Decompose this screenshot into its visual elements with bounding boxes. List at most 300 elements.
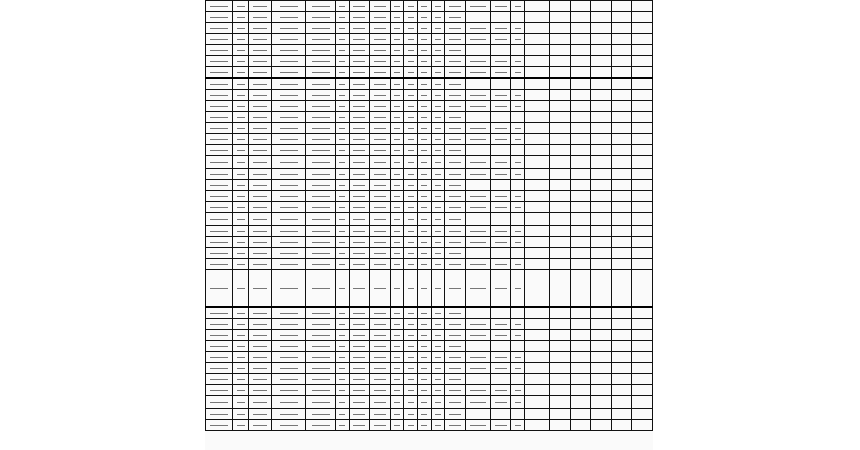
table-cell — [511, 341, 525, 352]
table-row — [206, 396, 653, 409]
unreadable-text-mark — [237, 231, 245, 232]
table-cell — [418, 112, 432, 123]
unreadable-text-mark — [312, 264, 330, 265]
unreadable-text-mark — [408, 219, 414, 220]
unreadable-text-mark — [374, 402, 386, 403]
unreadable-text-mark — [421, 196, 427, 197]
unreadable-text-mark — [495, 231, 507, 232]
table-cell — [445, 352, 466, 363]
table-cell — [525, 90, 550, 101]
table-cell — [404, 330, 418, 341]
unreadable-text-mark — [421, 106, 427, 107]
table-cell — [349, 341, 370, 352]
table-cell — [550, 409, 571, 420]
table-cell — [349, 134, 370, 145]
unreadable-text-mark — [408, 28, 414, 29]
unreadable-text-mark — [253, 253, 267, 254]
table-cell — [591, 396, 612, 409]
unreadable-text-mark — [253, 17, 267, 18]
table-cell — [233, 409, 249, 420]
table-cell — [632, 67, 653, 79]
table-cell — [349, 237, 370, 248]
table-cell — [465, 180, 490, 191]
table-cell — [206, 156, 233, 169]
unreadable-text-mark — [237, 106, 245, 107]
table-cell — [611, 123, 632, 134]
unreadable-text-mark — [237, 402, 245, 403]
table-cell — [206, 330, 233, 341]
table-cell — [390, 259, 404, 270]
table-cell — [418, 226, 432, 237]
unreadable-text-mark — [495, 288, 507, 289]
unreadable-text-mark — [353, 346, 365, 347]
table-cell — [465, 248, 490, 259]
unreadable-text-mark — [353, 335, 365, 336]
table-cell — [404, 420, 418, 431]
unreadable-text-mark — [515, 28, 521, 29]
table-row — [206, 191, 653, 202]
unreadable-text-mark — [394, 313, 400, 314]
table-cell — [233, 307, 249, 319]
unreadable-text-mark — [449, 39, 461, 40]
unreadable-text-mark — [374, 117, 386, 118]
table-cell — [550, 1, 571, 12]
table-cell — [465, 341, 490, 352]
table-cell — [306, 319, 336, 330]
unreadable-text-mark — [394, 414, 400, 415]
table-cell — [390, 202, 404, 213]
table-cell — [390, 374, 404, 385]
unreadable-text-mark — [237, 288, 245, 289]
table-cell — [249, 23, 272, 34]
table-cell — [306, 396, 336, 409]
table-cell — [306, 34, 336, 45]
unreadable-text-mark — [339, 313, 345, 314]
table-cell — [272, 1, 306, 12]
unreadable-text-mark — [253, 346, 267, 347]
unreadable-text-mark — [312, 162, 330, 163]
unreadable-text-mark — [374, 95, 386, 96]
table-cell — [570, 169, 591, 180]
table-cell — [570, 78, 591, 90]
table-cell — [233, 237, 249, 248]
table-cell — [418, 169, 432, 180]
unreadable-text-mark — [449, 72, 461, 73]
unreadable-text-mark — [312, 335, 330, 336]
table-cell — [335, 123, 349, 134]
table-cell — [272, 352, 306, 363]
table-cell — [465, 226, 490, 237]
table-cell — [249, 180, 272, 191]
table-cell — [632, 270, 653, 308]
table-cell — [390, 90, 404, 101]
unreadable-text-mark — [449, 324, 461, 325]
table-cell — [511, 78, 525, 90]
table-cell — [418, 409, 432, 420]
unreadable-text-mark — [495, 402, 507, 403]
unreadable-text-mark — [408, 17, 414, 18]
unreadable-text-mark — [449, 28, 461, 29]
unreadable-text-mark — [210, 196, 228, 197]
table-cell — [632, 330, 653, 341]
table-cell — [335, 319, 349, 330]
table-cell — [249, 374, 272, 385]
table-cell — [370, 213, 391, 226]
table-cell — [611, 226, 632, 237]
table-cell — [233, 134, 249, 145]
unreadable-text-mark — [394, 72, 400, 73]
table-cell — [632, 45, 653, 56]
table-cell — [591, 112, 612, 123]
unreadable-text-mark — [237, 379, 245, 380]
table-cell — [390, 248, 404, 259]
table-cell — [591, 56, 612, 67]
table-cell — [490, 191, 511, 202]
table-cell — [306, 101, 336, 112]
unreadable-text-mark — [515, 368, 521, 369]
table-cell — [306, 134, 336, 145]
table-cell — [550, 363, 571, 374]
unreadable-text-mark — [339, 264, 345, 265]
unreadable-text-mark — [312, 402, 330, 403]
table-cell — [465, 330, 490, 341]
table-cell — [611, 341, 632, 352]
table-cell — [550, 330, 571, 341]
unreadable-text-mark — [210, 368, 228, 369]
table-cell — [465, 101, 490, 112]
table-cell — [418, 307, 432, 319]
table-cell — [349, 12, 370, 23]
table-cell — [404, 156, 418, 169]
table-cell — [418, 145, 432, 156]
unreadable-text-mark — [312, 6, 330, 7]
table-cell — [390, 34, 404, 45]
unreadable-text-mark — [339, 242, 345, 243]
table-cell — [431, 248, 445, 259]
table-cell — [272, 134, 306, 145]
table-cell — [465, 156, 490, 169]
table-cell — [511, 12, 525, 23]
unreadable-text-mark — [394, 368, 400, 369]
table-cell — [591, 202, 612, 213]
unreadable-text-mark — [280, 150, 298, 151]
table-cell — [335, 12, 349, 23]
table-cell — [525, 237, 550, 248]
unreadable-text-mark — [210, 414, 228, 415]
table-cell — [404, 385, 418, 396]
table-cell — [335, 330, 349, 341]
table-cell — [272, 385, 306, 396]
table-cell — [306, 156, 336, 169]
table-cell — [611, 180, 632, 191]
table-cell — [404, 180, 418, 191]
unreadable-text-mark — [280, 231, 298, 232]
unreadable-text-mark — [280, 39, 298, 40]
table-cell — [445, 307, 466, 319]
unreadable-text-mark — [253, 150, 267, 151]
table-cell — [525, 191, 550, 202]
table-cell — [272, 248, 306, 259]
table-cell — [390, 169, 404, 180]
table-cell — [249, 90, 272, 101]
unreadable-text-mark — [210, 106, 228, 107]
table-cell — [306, 237, 336, 248]
unreadable-text-mark — [312, 196, 330, 197]
table-cell — [445, 134, 466, 145]
table-cell — [272, 67, 306, 79]
table-cell — [550, 226, 571, 237]
table-cell — [632, 123, 653, 134]
table-row — [206, 180, 653, 191]
unreadable-text-mark — [394, 17, 400, 18]
unreadable-text-mark — [253, 106, 267, 107]
table-cell — [206, 45, 233, 56]
unreadable-text-mark — [374, 357, 386, 358]
unreadable-text-mark — [210, 219, 228, 220]
table-cell — [525, 352, 550, 363]
unreadable-text-mark — [312, 207, 330, 208]
table-row — [206, 420, 653, 431]
unreadable-text-mark — [339, 174, 345, 175]
unreadable-text-mark — [408, 128, 414, 129]
table-cell — [490, 352, 511, 363]
unreadable-text-mark — [421, 28, 427, 29]
table-cell — [511, 101, 525, 112]
table-cell — [349, 259, 370, 270]
table-cell — [465, 1, 490, 12]
table-cell — [465, 396, 490, 409]
table-cell — [550, 385, 571, 396]
unreadable-text-mark — [470, 324, 486, 325]
unreadable-text-mark — [312, 174, 330, 175]
table-cell — [370, 330, 391, 341]
unreadable-text-mark — [435, 313, 441, 314]
table-cell — [404, 341, 418, 352]
table-cell — [570, 352, 591, 363]
table-cell — [550, 319, 571, 330]
unreadable-text-mark — [408, 390, 414, 391]
table-cell — [511, 374, 525, 385]
unreadable-text-mark — [253, 324, 267, 325]
table-cell — [390, 134, 404, 145]
table-cell — [465, 259, 490, 270]
unreadable-text-mark — [339, 6, 345, 7]
table-cell — [404, 112, 418, 123]
table-cell — [632, 90, 653, 101]
unreadable-text-mark — [470, 242, 486, 243]
unreadable-text-mark — [312, 253, 330, 254]
table-cell — [550, 420, 571, 431]
table-cell — [511, 259, 525, 270]
table-cell — [611, 145, 632, 156]
table-cell — [550, 123, 571, 134]
table-cell — [335, 112, 349, 123]
unreadable-text-mark — [339, 207, 345, 208]
table-cell — [249, 341, 272, 352]
table-cell — [233, 78, 249, 90]
table-cell — [370, 67, 391, 79]
table-row — [206, 169, 653, 180]
table-cell — [570, 56, 591, 67]
table-cell — [390, 101, 404, 112]
table-cell — [370, 237, 391, 248]
table-cell — [445, 180, 466, 191]
unreadable-text-mark — [312, 231, 330, 232]
unreadable-text-mark — [312, 139, 330, 140]
table-cell — [233, 352, 249, 363]
unreadable-text-mark — [374, 368, 386, 369]
unreadable-text-mark — [435, 128, 441, 129]
unreadable-text-mark — [495, 39, 507, 40]
unreadable-text-mark — [449, 84, 461, 85]
table-cell — [445, 259, 466, 270]
unreadable-text-mark — [210, 264, 228, 265]
table-cell — [525, 45, 550, 56]
unreadable-text-mark — [515, 6, 521, 7]
unreadable-text-mark — [353, 185, 365, 186]
table-cell — [632, 12, 653, 23]
table-cell — [233, 56, 249, 67]
table-cell — [632, 319, 653, 330]
table-row — [206, 145, 653, 156]
unreadable-text-mark — [253, 185, 267, 186]
table-cell — [335, 248, 349, 259]
table-cell — [511, 67, 525, 79]
table-cell — [611, 270, 632, 308]
unreadable-text-mark — [280, 379, 298, 380]
table-cell — [349, 45, 370, 56]
table-cell — [349, 270, 370, 308]
table-cell — [550, 213, 571, 226]
unreadable-text-mark — [210, 6, 228, 7]
unreadable-text-mark — [408, 242, 414, 243]
unreadable-text-mark — [421, 219, 427, 220]
unreadable-text-mark — [237, 6, 245, 7]
unreadable-text-mark — [449, 185, 461, 186]
unreadable-text-mark — [408, 106, 414, 107]
table-cell — [272, 307, 306, 319]
unreadable-text-mark — [470, 425, 486, 426]
table-cell — [404, 307, 418, 319]
unreadable-text-mark — [353, 357, 365, 358]
table-cell — [249, 202, 272, 213]
table-cell — [445, 363, 466, 374]
table-cell — [404, 226, 418, 237]
table-cell — [632, 101, 653, 112]
unreadable-text-mark — [312, 357, 330, 358]
unreadable-text-mark — [470, 139, 486, 140]
unreadable-text-mark — [253, 313, 267, 314]
unreadable-text-mark — [237, 324, 245, 325]
table-cell — [390, 145, 404, 156]
unreadable-text-mark — [280, 117, 298, 118]
unreadable-text-mark — [421, 139, 427, 140]
table-cell — [490, 12, 511, 23]
table-row — [206, 12, 653, 23]
unreadable-text-mark — [339, 379, 345, 380]
table-row — [206, 259, 653, 270]
table-row — [206, 352, 653, 363]
table-cell — [632, 352, 653, 363]
table-cell — [490, 226, 511, 237]
table-cell — [431, 101, 445, 112]
table-cell — [445, 409, 466, 420]
table-row — [206, 112, 653, 123]
table-cell — [591, 1, 612, 12]
table-cell — [418, 202, 432, 213]
table-cell — [335, 180, 349, 191]
table-cell — [632, 112, 653, 123]
table-cell — [404, 56, 418, 67]
unreadable-text-mark — [435, 6, 441, 7]
unreadable-text-mark — [339, 324, 345, 325]
unreadable-text-mark — [353, 231, 365, 232]
table-cell — [272, 330, 306, 341]
table-cell — [249, 101, 272, 112]
table-cell — [591, 145, 612, 156]
table-cell — [591, 259, 612, 270]
table-cell — [632, 145, 653, 156]
table-cell — [431, 352, 445, 363]
table-cell — [632, 34, 653, 45]
table-cell — [206, 101, 233, 112]
table-cell — [525, 374, 550, 385]
scanned-table-page — [205, 0, 653, 450]
unreadable-text-mark — [210, 28, 228, 29]
unreadable-text-mark — [237, 84, 245, 85]
unreadable-text-mark — [339, 196, 345, 197]
unreadable-text-mark — [421, 402, 427, 403]
unreadable-text-mark — [515, 128, 521, 129]
unreadable-text-mark — [470, 106, 486, 107]
table-cell — [370, 409, 391, 420]
unreadable-text-mark — [339, 72, 345, 73]
unreadable-text-mark — [280, 95, 298, 96]
table-cell — [570, 307, 591, 319]
table-cell — [272, 341, 306, 352]
table-cell — [272, 213, 306, 226]
unreadable-text-mark — [237, 185, 245, 186]
table-cell — [431, 270, 445, 308]
table-cell — [445, 169, 466, 180]
table-cell — [206, 409, 233, 420]
table-cell — [335, 396, 349, 409]
table-row — [206, 45, 653, 56]
table-cell — [272, 90, 306, 101]
unreadable-text-mark — [353, 242, 365, 243]
unreadable-text-mark — [374, 425, 386, 426]
table-cell — [431, 420, 445, 431]
table-cell — [465, 45, 490, 56]
table-cell — [591, 156, 612, 169]
table-cell — [611, 396, 632, 409]
unreadable-text-mark — [280, 207, 298, 208]
unreadable-text-mark — [210, 324, 228, 325]
table-cell — [490, 330, 511, 341]
table-cell — [591, 169, 612, 180]
table-cell — [465, 409, 490, 420]
unreadable-text-mark — [339, 50, 345, 51]
table-cell — [390, 330, 404, 341]
unreadable-text-mark — [280, 72, 298, 73]
table-cell — [550, 180, 571, 191]
table-cell — [431, 396, 445, 409]
unreadable-text-mark — [435, 402, 441, 403]
table-cell — [272, 237, 306, 248]
table-cell — [525, 78, 550, 90]
unreadable-text-mark — [253, 368, 267, 369]
table-cell — [418, 90, 432, 101]
